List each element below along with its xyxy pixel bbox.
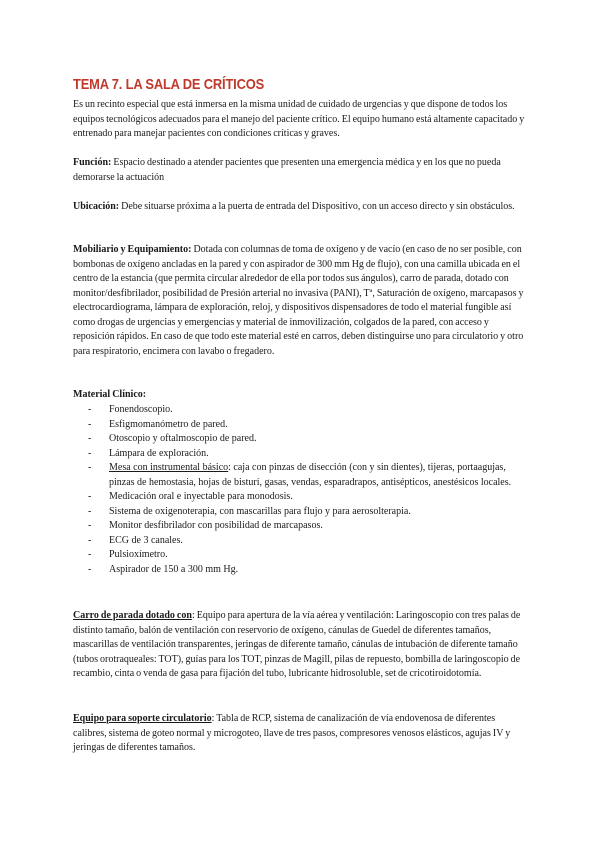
list-bullet: -	[88, 418, 92, 430]
list-bullet: -	[88, 433, 92, 444]
equipo-paragraph	[73, 712, 528, 756]
list-bullet: -	[88, 534, 92, 546]
ubicacion-paragraph	[73, 200, 528, 215]
list-bullet: -	[88, 520, 92, 531]
carro-text: : Equipo para apertura de la vía aérea y ventilación: Laringoscopio con tres palas de distinto tamaño, balón de ventilación con reservorio de oxígeno, cánulas de Guedel de diferentes tamaños, mascarillas de ventilación transparentes, jeringas de diferente tamaño, cánulas de intubación de diferente tamaño (tubos orotraqueales: TOT), guías para los TOT, pinzas de Magill, pilas de repuesto, bombilla de laringoscopio de recambio, cinta o venda de gasa para fijación del tubo, lubricante hidrosoluble, set de cricotiroidotomía.	[73, 610, 521, 679]
ubicacion-text: Debe situarse próxima a la puerta de entrada del Dispositivo, con un acceso directo y sin obstáculos.	[119, 201, 515, 212]
list-bullet: -	[88, 549, 92, 560]
equipo-label: Equipo para soporte circulatorio	[73, 713, 212, 724]
carro-paragraph	[73, 609, 528, 682]
funcion-text: Espacio destinado a atender pacientes que presenten una emergencia médica y en los que no pueda demorarse la actuación	[73, 157, 501, 183]
funcion-paragraph	[73, 156, 528, 185]
material-heading	[73, 388, 528, 403]
mobiliario-label: Mobiliario y Equipamiento:	[73, 244, 192, 255]
list-bullet: -	[88, 563, 92, 575]
funcion-label: Función:	[73, 157, 112, 168]
list-bullet: -	[88, 505, 92, 517]
list-item: - Lámpara de exploración.	[88, 447, 533, 462]
material-list	[88, 403, 533, 577]
list-item: - Otoscopio y oftalmoscopio de pared.	[88, 432, 533, 447]
mobiliario-paragraph	[73, 243, 528, 359]
intro-paragraph: Es un recinto especial que está inmersa en la misma unidad de cuidado de urgencias y que dispone de todos los equipos tecnológicos adecuados para el manejo del paciente crítico. El equipo humano está altamente capacitado y entrenado para manejar pacientes con condiciones críticas y graves.	[73, 99, 525, 139]
list-bullet: -	[88, 462, 92, 473]
list-bullet: -	[88, 491, 92, 502]
equipo-text: : Tabla de RCP, sistema de canalización de vía endovenosa de diferentes calibres, sistema de goteo normal y microgoteo, llave de tres pasos, compresores venosos elásticos, agujas IV y jeringas de diferentes tamaños.	[73, 713, 511, 753]
list-bullet: -	[88, 404, 92, 415]
list-item: - Mesa con instrumental básico: caja con pinzas de disección (con y sin dientes), tijeras, portaagujas, pinzas de hemostasia, hojas de bisturí, gasas, vendas, esparadrapos, antisépticos, anestésicos locales.	[88, 462, 512, 488]
material-label: Material Clínico:	[73, 389, 147, 400]
list-item: - Pulsioxímetro.	[88, 548, 533, 563]
list-item: - ECG de 3 canales.	[88, 534, 533, 549]
carro-label: Carro de parada dotado con	[73, 610, 192, 621]
list-item: - Esfigmomanómetro de pared.	[88, 418, 533, 433]
list-item: - Aspirador de 150 a 300 mm Hg.	[88, 563, 533, 578]
list-item: - Fonendoscopio.	[88, 403, 533, 418]
mesa-instrumental-label: Mesa con instrumental básico	[109, 462, 229, 473]
list-item: - Sistema de oxigenoterapia, con mascarillas para flujo y para aerosolterapia.	[88, 505, 533, 520]
list-item: - Medicación oral e inyectable para monodosis.	[88, 490, 533, 505]
ubicacion-label: Ubicación:	[73, 201, 120, 212]
list-bullet: -	[88, 447, 92, 459]
list-item: - Monitor desfibrilador con posibilidad de marcapasos.	[88, 519, 533, 534]
mobiliario-text: Dotada con columnas de toma de oxígeno y de vacío (en caso de no ser posible, con bombonas de oxígeno ancladas en la pared y con aspirador de 300 mm Hg de flujo), con una camilla ubicada en el centro de la estancia (que permita circular alrededor de ella por todos sus ángulos), carro de parada, dotado con monitor/desfibrilador, posibilidad de Presión arterial no invasiva (PANI), Tª, Saturación de oxígeno, marcapasos y electrocardiograma, lámpara de exploración, reloj, y dispositivos dispensadores de todo el material fungible así como drogas de urgencias y emergencias y material de inmovilización, colgados de la pared, con acceso y reposición rápidos. En caso de que todo este material esté en carros, deben distinguirse uno para circulatorio y otro para respiratorio, encimera con lavabo o fregadero.	[73, 244, 524, 357]
page-title: TEMA 7. LA SALA DE CRÍTICOS	[73, 76, 265, 93]
